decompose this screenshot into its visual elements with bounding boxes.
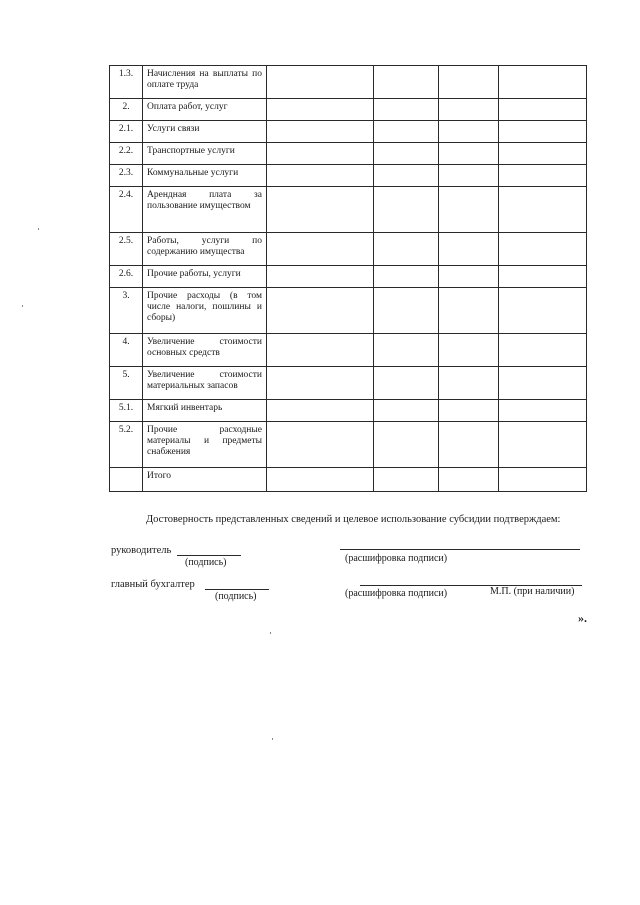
table-cell-empty	[267, 233, 374, 266]
table-cell-empty	[439, 187, 499, 233]
row-name: Прочие работы, услуги	[143, 266, 267, 288]
table-row	[110, 121, 587, 143]
row-number	[110, 468, 143, 492]
table-cell-empty	[267, 266, 374, 288]
table-cell-empty	[267, 121, 374, 143]
table-cell-empty	[439, 367, 499, 400]
table-cell-empty	[267, 334, 374, 367]
table-cell-empty	[439, 233, 499, 266]
row-name: Мягкий инвентарь	[143, 400, 267, 422]
table-cell-empty	[439, 400, 499, 422]
table-cell-empty	[374, 143, 439, 165]
row-number: 5.1.	[110, 400, 143, 422]
table-cell-empty	[499, 66, 587, 99]
confirmation-text: Достоверность представленных сведений и целевое использование субсидии подтверждаем:	[146, 514, 561, 525]
table-cell-empty	[374, 233, 439, 266]
table-cell-empty	[267, 165, 374, 187]
table-cell-empty	[499, 121, 587, 143]
table-row	[110, 99, 587, 121]
table-cell-empty	[374, 334, 439, 367]
table-cell-empty	[267, 367, 374, 400]
table-cell-empty	[267, 400, 374, 422]
row-name: Прочие расходы (в том числе налоги, пошлины и сборы)	[143, 288, 267, 334]
table-row	[110, 334, 587, 367]
table-cell-empty	[374, 66, 439, 99]
table-cell-empty	[374, 367, 439, 400]
table-cell-empty	[374, 187, 439, 233]
table-cell-empty	[267, 288, 374, 334]
head-signature-line	[177, 555, 241, 556]
scan-speck	[272, 738, 273, 740]
table-cell-empty	[499, 266, 587, 288]
row-number: 2.	[110, 99, 143, 121]
row-name: Оплата работ, услуг	[143, 99, 267, 121]
table-cell-empty	[439, 99, 499, 121]
table-cell-empty	[267, 187, 374, 233]
scan-speck	[270, 632, 271, 634]
table-cell-empty	[267, 99, 374, 121]
table-cell-empty	[499, 99, 587, 121]
row-name: Увеличение стоимости материальных запасов	[143, 367, 267, 400]
table-cell-empty	[439, 143, 499, 165]
table-cell-empty	[439, 121, 499, 143]
row-name: Транспортные услуги	[143, 143, 267, 165]
table-cell-empty	[267, 66, 374, 99]
row-number: 2.4.	[110, 187, 143, 233]
table-cell-empty	[499, 400, 587, 422]
table-cell-empty	[374, 121, 439, 143]
table-cell-empty	[374, 99, 439, 121]
table-cell-empty	[374, 468, 439, 492]
table-cell-empty	[267, 468, 374, 492]
scan-speck	[38, 228, 39, 230]
row-number: 3.	[110, 288, 143, 334]
scan-speck	[22, 305, 23, 307]
table-cell-empty	[499, 468, 587, 492]
head-signature-caption: (подпись)	[185, 557, 227, 568]
head-decode-caption: (расшифровка подписи)	[345, 553, 448, 564]
row-number: 2.6.	[110, 266, 143, 288]
row-name: Начисления на выплаты по оплате труда	[143, 66, 267, 99]
row-name: Итого	[143, 468, 267, 492]
row-number: 2.5.	[110, 233, 143, 266]
accountant-label: главный бухгалтер	[111, 579, 195, 590]
row-name: Коммунальные услуги	[143, 165, 267, 187]
table-row	[110, 66, 587, 99]
table-row	[110, 165, 587, 187]
row-number: 2.1.	[110, 121, 143, 143]
row-name: Прочие расходные материалы и предметы снабжения	[143, 422, 267, 468]
row-name: Арендная плата за пользование имуществом	[143, 187, 267, 233]
table-row	[110, 266, 587, 288]
row-number: 2.3.	[110, 165, 143, 187]
row-name: Работы, услуги по содержанию имущества	[143, 233, 267, 266]
table-row	[110, 400, 587, 422]
expense-report-table	[109, 65, 587, 492]
stamp-caption: М.П. (при наличии)	[490, 586, 575, 597]
table-cell-empty	[499, 334, 587, 367]
table-cell-empty	[374, 422, 439, 468]
accountant-decode-caption: (расшифровка подписи)	[345, 588, 448, 599]
table-row	[110, 422, 587, 468]
table-row	[110, 367, 587, 400]
table-cell-empty	[499, 422, 587, 468]
table-cell-empty	[439, 422, 499, 468]
row-number: 5.2.	[110, 422, 143, 468]
table-row	[110, 187, 587, 233]
table-cell-empty	[499, 367, 587, 400]
table-cell-empty	[439, 334, 499, 367]
table-cell-empty	[267, 143, 374, 165]
row-number: 2.2.	[110, 143, 143, 165]
table-cell-empty	[499, 288, 587, 334]
table-cell-empty	[499, 187, 587, 233]
table-cell-empty	[439, 288, 499, 334]
table-cell-empty	[267, 422, 374, 468]
table-row	[110, 143, 587, 165]
row-number: 4.	[110, 334, 143, 367]
table-cell-empty	[439, 165, 499, 187]
head-label: руководитель	[111, 545, 172, 556]
accountant-signature-line	[205, 589, 269, 590]
table-row-total	[110, 468, 587, 492]
row-name: Увеличение стоимости основных средств	[143, 334, 267, 367]
table-cell-empty	[499, 165, 587, 187]
table-cell-empty	[374, 400, 439, 422]
accountant-signature-caption: (подпись)	[215, 591, 257, 602]
row-name: Услуги связи	[143, 121, 267, 143]
row-number: 5.	[110, 367, 143, 400]
row-number: 1.3.	[110, 66, 143, 99]
table-cell-empty	[439, 468, 499, 492]
table-row	[110, 288, 587, 334]
table-cell-empty	[374, 266, 439, 288]
table-cell-empty	[499, 143, 587, 165]
table-cell-empty	[499, 233, 587, 266]
table-cell-empty	[374, 165, 439, 187]
table-cell-empty	[439, 266, 499, 288]
table-cell-empty	[439, 66, 499, 99]
table-row	[110, 233, 587, 266]
head-decode-line	[340, 549, 580, 550]
table-cell-empty	[374, 288, 439, 334]
closing-mark: ».	[578, 611, 587, 625]
